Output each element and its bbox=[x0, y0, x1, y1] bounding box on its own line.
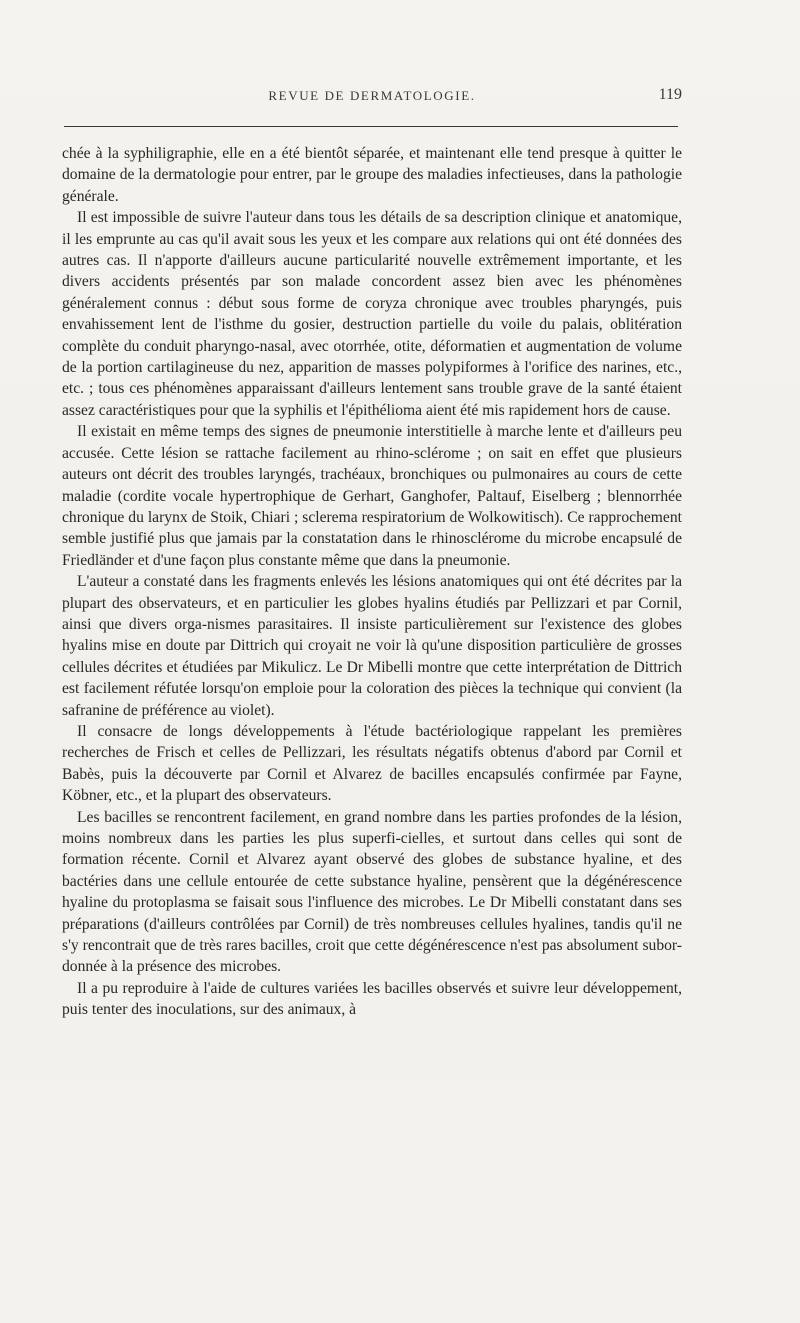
paragraph-1: chée à la syphiligraphie, elle en a été bientôt séparée, et maintenant elle tend presque à quitter le domaine de la dermatologie pour entrer, par le groupe des maladies infectieuses, dans la pathologie générale. bbox=[62, 145, 682, 205]
running-title: REVUE DE DERMATOLOGIE. bbox=[268, 88, 476, 103]
paragraph-4: L'auteur a constaté dans les fragments enlevés les lésions anatomiques qui ont été décrites par la plupart des observateurs, et en particulier les globes hyalins étudiés par Pellizzari et par Cornil, ainsi que divers orga-nismes parasitaires. Il insiste particulièrement sur l'existence des globes hyalins mise en doute par Dittrich qui croyait ne voir là qu'une disposition particulière de grosses cellules décrites et étudiées par Mikulicz. Le Dr Mibelli montre que cette interprétation de Dittrich est facilement réfutée lorsqu'on emploie pour la coloration des pièces la technique qui convient (la safranine de préférence au violet). bbox=[62, 573, 682, 719]
paragraph-3: Il existait en même temps des signes de pneumonie interstitielle à marche lente et d'ailleurs peu accusée. Cette lésion se rattache facilement au rhino-sclérome ; on sait en effet que plusieurs auteurs ont décrit des troubles laryngés, trachéaux, bronchiques ou pulmonaires au cours de cette maladie (cordite vocale hypertrophique de Gerhart, Ganghofer, Paltauf, Eiselberg ; blennorrhée chronique du larynx de Stoik, Chiari ; sclerema respiratorium de Wolkowitisch). Ce rapprochement semble justifié plus que jamais par la constatation dans le rhinosclérome du microbe encapsulé de Friedländer et d'une façon plus constante même que dans la pneumonie. bbox=[62, 423, 682, 569]
header-rule bbox=[64, 126, 678, 127]
body-text bbox=[62, 143, 682, 1021]
page-header bbox=[62, 88, 682, 112]
paragraph-7: Il a pu reproduire à l'aide de cultures variées les bacilles observés et suivre leur développement, puis tenter des inoculations, sur des animaux, à bbox=[62, 979, 682, 1019]
paragraph-5: Il consacre de longs développements à l'étude bactériologique rappelant les premières recherches de Frisch et celles de Pellizzari, les résultats négatifs obtenus d'abord par Cornil et Babès, puis la découverte par Cornil et Alvarez de bacilles encapsulés confirmée par Fayne, Köbner, etc., et la plupart des observateurs. bbox=[62, 722, 682, 805]
paragraph-2: Il est impossible de suivre l'auteur dans tous les détails de sa description clinique et anatomique, il les emprunte au cas qu'il avait sous les yeux et les compare aux relations qui ont été données des autres cas. Il n'apporte d'ailleurs aucune particularité nouvelle extrêmement importante, et les divers accidents présentés par son malade concordent assez bien avec les phénomènes généralement connus : début sous forme de coryza chronique avec troubles pharyngés, puis envahissement lent de l'isthme du gosier, destruction partielle du voile du palais, oblitération complète du conduit pharyngo-nasal, avec otorrhée, otite, déformatien et augmentation de volume de la portion cartilagineuse du nez, apparition de masses polypiformes à l'orifice des narines, etc., etc. ; tous ces phénomènes apparaissant d'ailleurs lentement sans trouble grave de la santé étaient assez caractéristiques pour que la syphilis et l'épithélioma aient été mis rapidement hors de cause. bbox=[62, 209, 682, 419]
paragraph-6: Les bacilles se rencontrent facilement, en grand nombre dans les parties profondes de la lésion, moins nombreux dans les parties les plus superfi-cielles, et surtout dans celles qui sont de formation récente. Cornil et Alvarez ayant observé des globes de substance hyaline, et des bactéries dans une cellule entourée de cette substance hyaline, pensèrent que la dégénérescence hyaline du protoplasma se faisait sous l'influence des microbes. Le Dr Mibelli constatant dans ses préparations (d'ailleurs contrôlées par Cornil) de très nombreuses cellules hyalines, tandis qu'il ne s'y rencontrait que de très rares bacilles, croit que cette dégénérescence n'est pas absolument subor-donnée à la présence des microbes. bbox=[62, 808, 682, 976]
page-number: 119 bbox=[658, 86, 682, 103]
